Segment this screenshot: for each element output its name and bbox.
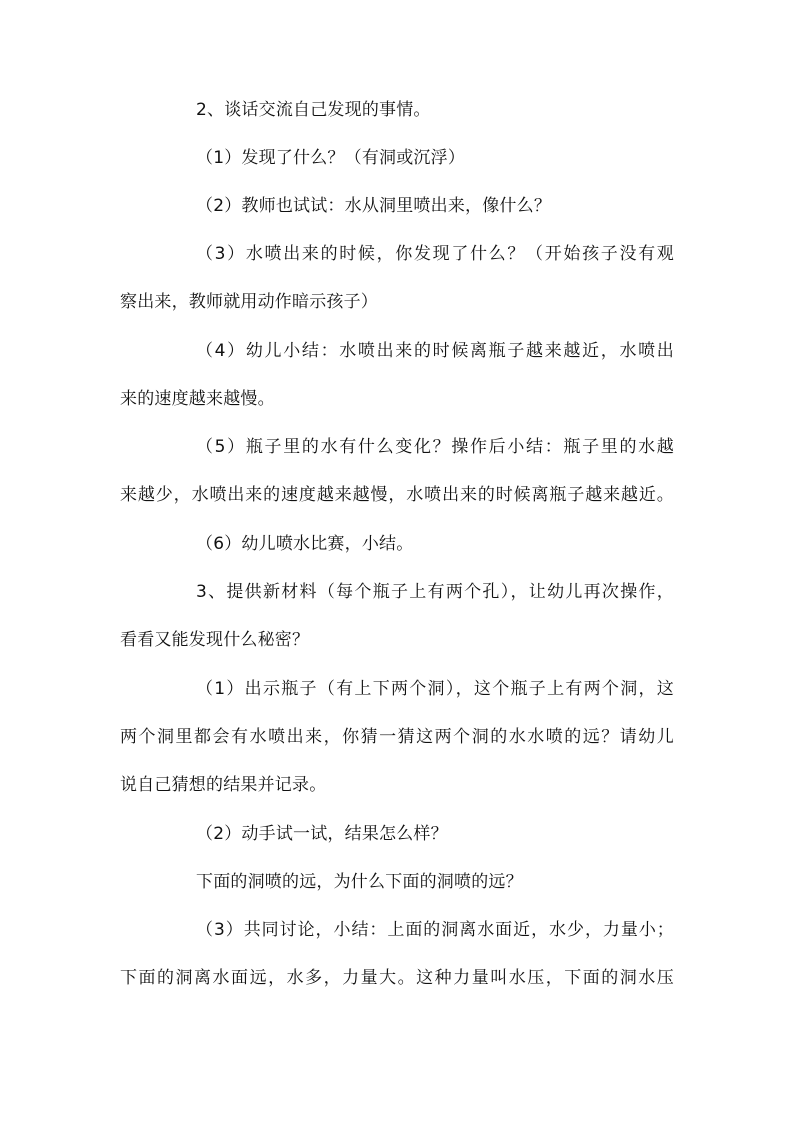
paragraph-step-3-line-1: （3）共同讨论，小结：上面的洞离水面近，水少，力量小； [196, 920, 674, 940]
paragraph-item-2: （2）教师也试试：水从洞里喷出来，像什么？ [196, 196, 552, 216]
paragraph-step-2-result: 下面的洞喷的远，为什么下面的洞喷的远？ [196, 872, 523, 892]
paragraph-item-3-line-2: 察出来，教师就用动作暗示孩子） [120, 292, 378, 312]
paragraph-section-3-line-1: 3、提供新材料（每个瓶子上有两个孔），让幼儿再次操作， [196, 582, 674, 602]
paragraph-item-4-line-1: （4）幼儿小结：水喷出来的时候离瓶子越来越近，水喷出 [196, 341, 674, 361]
paragraph-section-2-heading: 2、谈话交流自己发现的事情。 [196, 100, 431, 120]
paragraph-step-1-line-2: 两个洞里都会有水喷出来，你猜一猜这两个洞的水水喷的远？请幼儿 [120, 727, 674, 747]
paragraph-item-5-line-2: 来越少，水喷出来的速度越来越慢，水喷出来的时候离瓶子越来越近。 [120, 485, 674, 505]
paragraph-step-3-line-2: 下面的洞离水面远，水多，力量大。这种力量叫水压，下面的洞水压 [120, 968, 674, 988]
paragraph-step-2: （2）动手试一试，结果怎么样？ [196, 824, 448, 844]
paragraph-section-3-line-2: 看看又能发现什么秘密？ [120, 630, 310, 650]
paragraph-step-1-line-1: （1）出示瓶子（有上下两个洞），这个瓶子上有两个洞，这 [196, 679, 674, 699]
paragraph-item-4-line-2: 来的速度越来越慢。 [120, 389, 275, 409]
paragraph-step-1-line-3: 说自己猜想的结果并记录。 [120, 775, 327, 795]
paragraph-item-6: （6）幼儿喷水比赛，小结。 [196, 534, 414, 554]
paragraph-item-5-line-1: （5）瓶子里的水有什么变化？操作后小结：瓶子里的水越 [196, 437, 674, 457]
paragraph-item-3-line-1: （3）水喷出来的时候，你发现了什么？（开始孩子没有观 [196, 244, 674, 264]
paragraph-item-1: （1）发现了什么？（有洞或沉浮） [196, 148, 466, 168]
